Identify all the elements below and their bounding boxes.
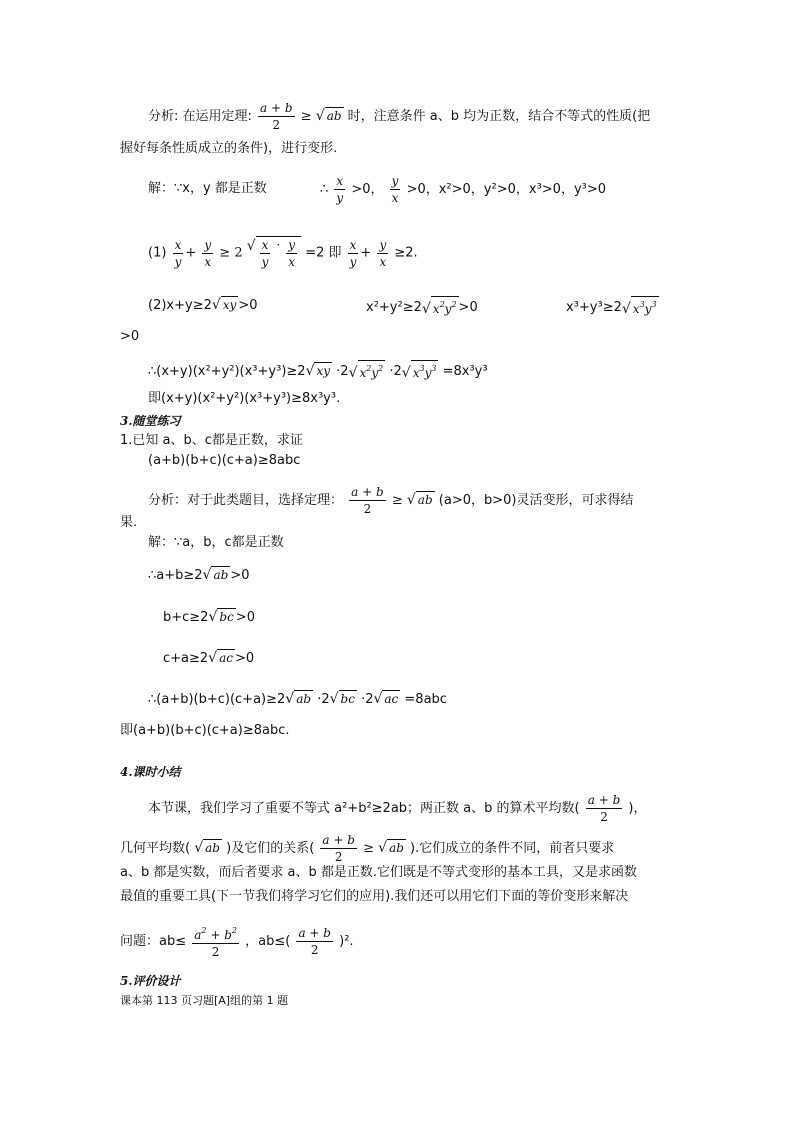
solution-intro: 解：∵x，y 都是正数 [148, 181, 267, 196]
part-1-line: (1) $\frac{x}{y}$ + $\frac{y}{x}$ ≥ 2 √ $\frac{x}{y}$ · $\frac{y}{x}$ =2 即 $\frac{x}{y}$ + $\frac{y}{x}$ ≥2. [148, 237, 418, 269]
section-5-title: 5.评价设计 [120, 974, 181, 988]
exercise-1-analysis: 分析：对于此类题目，选择定理： $\frac{a + b}{2}$ ≥ √ ab (a>0，b>0)灵活变形，可求得结 [148, 485, 634, 516]
part-2-line-c: x³+y³≥2√ $x^3y^3$ [566, 296, 659, 319]
analysis-prefix: 分析: 在运用定理: [148, 109, 252, 124]
fraction-y-over-x: $\frac{y}{x}$ [391, 174, 399, 205]
summary-line-5: 问题：ab≤ $\frac{a^2 + b^2}{2}$ ，ab≤( $\frac{a + b}{2}$ )². [120, 923, 354, 960]
exercise-1-statement: (a+b)(b+c)(c+a)≥8abc [148, 453, 301, 468]
exercise-1-step-2: b+c≥2√ bc >0 [163, 609, 255, 625]
section-3-title: 3.随堂练习 [120, 414, 181, 428]
exercise-1-question: 1.已知 a、b、c都是正数，求证 [120, 433, 303, 448]
analysis-suffix: 时，注意条件 a、b 均为正数，结合不等式的性质(把 [347, 109, 651, 124]
exercise-1-step-1: ∴a+b≥2√ ab >0 [148, 567, 250, 583]
part-2-product: ∴(x+y)(x²+y²)(x³+y³)≥2√ xy ·2√ $x^2y^2 \cdot 2√$ $x^3y^3 =8x^3y^3$ [148, 360, 488, 383]
part-2-line: (2)x+y≥2√ xy >0 [148, 297, 258, 313]
exercise-1-step-3: c+a≥2√ ac >0 [163, 650, 255, 666]
summary-line-1: 本节课，我们学习了重要不等式 a²+b²≥2ab；两正数 a、b 的算术平均数( $\frac{a + b}{2}$ )， [148, 793, 647, 824]
fraction-x-over-y: $\frac{x}{y}$ [336, 174, 344, 205]
analysis-line-2: 握好每条性质成立的条件)，进行变形. [120, 141, 338, 156]
section-4-title: 4.课时小结 [120, 765, 181, 779]
exercise-1-solution-intro: 解：∵a，b，c都是正数 [148, 535, 284, 550]
sqrt-ab: √ ab [315, 108, 342, 124]
part-2-conclusion: 即(x+y)(x²+y²)(x³+y³)≥8x³y³. [148, 391, 341, 406]
sqrt-xy-product: √ $\frac{x}{y}$ · $\frac{y}{x}$ [247, 236, 301, 270]
exercise-1-analysis-line-2: 果. [120, 515, 138, 530]
part-2-gt0-wrap: >0 [120, 329, 140, 344]
part-2-line-b: x²+y²≥2√ $x^2y^2 >0$ [366, 296, 478, 319]
summary-line-2: 几何平均数( √ ab )及它们的关系( $\frac{a + b}{2}$ ≥ √ ab ).它们成立的条件不同，前者只要求 [120, 833, 615, 864]
exercise-1-conclusion: 即(a+b)(b+c)(c+a)≥8abc. [120, 723, 290, 738]
exercise-1-product: ∴(a+b)(b+c)(c+a)≥2√ ab ·2√ bc ·2√ ac =8abc [148, 691, 447, 707]
solution-therefore: ∴ $\frac{x}{y}$ >0， $\frac{y}{x}$ >0，x²>0，y²>0，x³>0，y³>0 [320, 174, 607, 205]
fraction-a-plus-b-over-2: $\frac{a + b}{2}$ [260, 101, 293, 132]
summary-line-4: 最值的重要工具(下一节我们将学习它们的应用).我们还可以用它们下面的等价变形来解决 [120, 889, 629, 904]
analysis-line-1: 分析: 在运用定理: $\frac{a + b}{2}$ ≥ √ ab 时，注意条件 a、b 均为正数，结合不等式的性质(把 [148, 101, 651, 132]
section-5-text: 课本第 113 页习题[A]组的第 1 题 [120, 994, 289, 1007]
summary-line-3: a、b 都是实数，而后者要求 a、b 都是正数.它们既是不等式变形的基本工具，又是求函数 [120, 865, 637, 880]
